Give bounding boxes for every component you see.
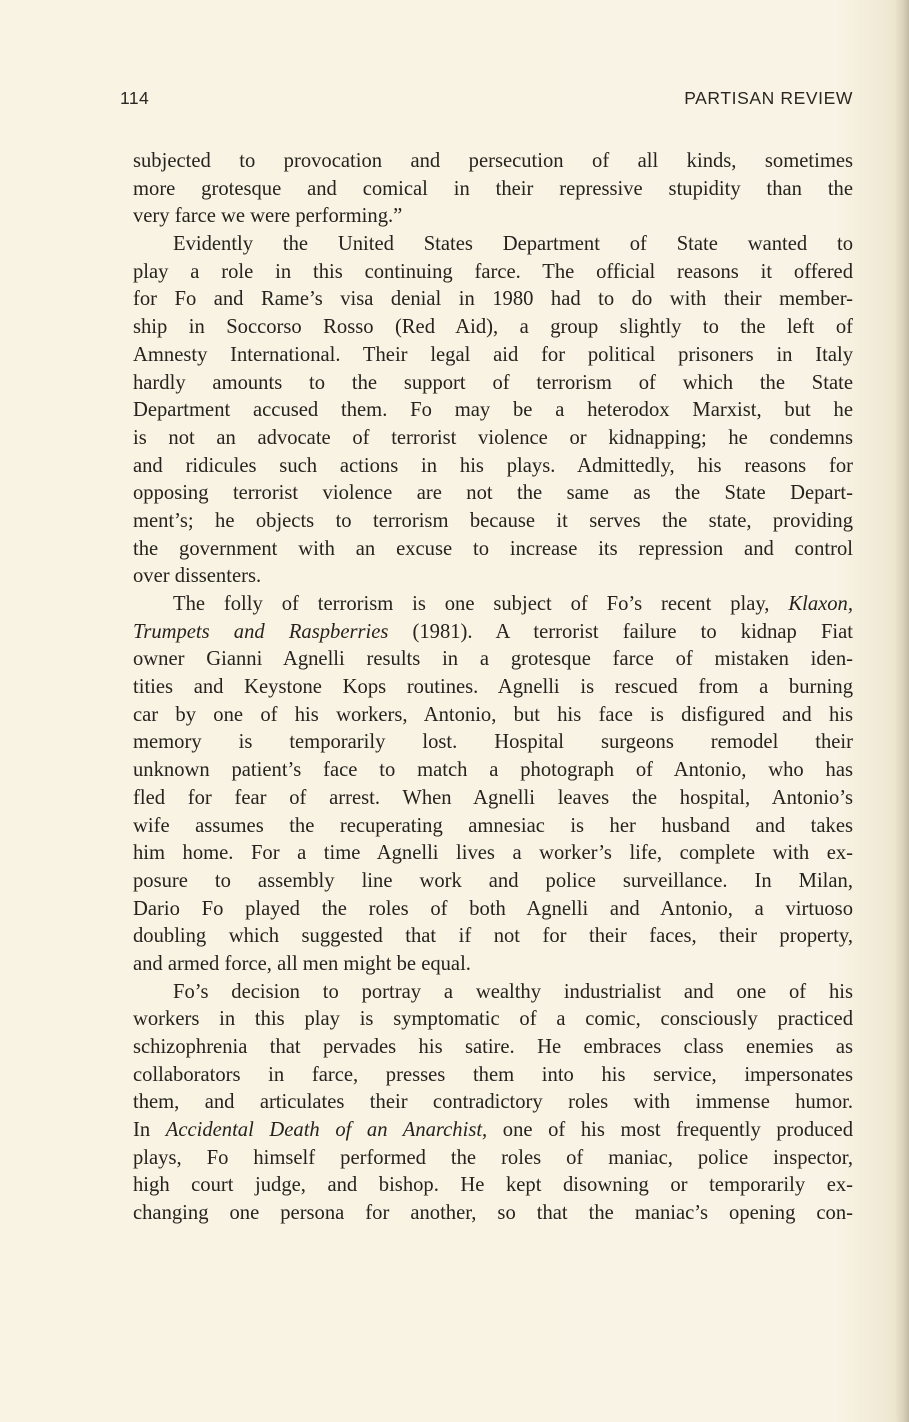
- italic-title-text: Klaxon,: [788, 593, 853, 615]
- text-line: [133, 259, 853, 287]
- text-line: [133, 425, 853, 453]
- text-line: [133, 591, 853, 619]
- text-segment: hardly amounts to the support of terrorism of which the State: [133, 371, 853, 394]
- text-segment: plays, Fo himself performed the roles of maniac, police inspector,: [133, 1146, 853, 1169]
- text-segment: wife assumes the recuperating amnesiac is her husband and takes: [133, 814, 853, 837]
- text-segment: unknown patient’s face to match a photograph of Antonio, who has: [133, 759, 853, 782]
- text-line: [133, 951, 853, 979]
- text-segment: memory is temporarily lost. Hospital surgeons remodel their: [133, 731, 853, 754]
- text-line: [133, 729, 853, 757]
- text-segment: over dissenters.: [133, 565, 262, 588]
- text-segment: owner Gianni Agnelli results in a grotesque farce of mistaken iden-: [133, 648, 853, 671]
- text-segment: and ridicules such actions in his plays. Admittedly, his reasons for: [133, 454, 853, 477]
- text-segment: The folly of terrorism is one subject of Fo’s recent play,: [173, 593, 789, 615]
- text-line: [133, 397, 853, 425]
- text-segment: for Fo and Rame’s visa denial in 1980 had to do with their member-: [133, 288, 853, 311]
- text-line: [133, 370, 853, 398]
- text-segment: car by one of his workers, Antonio, but his face is disfigured and his: [133, 703, 853, 726]
- text-line: [133, 480, 853, 508]
- text-line: [133, 1200, 853, 1228]
- text-line: [133, 979, 853, 1007]
- text-line: [133, 342, 853, 370]
- text-line: [133, 923, 853, 951]
- text-segment: one of his most frequently produced: [487, 1119, 853, 1142]
- text-line: [133, 1034, 853, 1062]
- text-segment: Evidently the United States Department of State wanted to: [173, 233, 853, 256]
- text-segment: more grotesque and comical in their repressive stupidity than the: [133, 177, 853, 200]
- journal-title: PARTISAN REVIEW: [684, 88, 853, 108]
- text-line: [133, 1145, 853, 1173]
- text-segment: subjected to provocation and persecution of all kinds, sometimes: [133, 150, 853, 172]
- text-segment: In: [133, 1119, 166, 1142]
- text-line: [133, 785, 853, 813]
- text-line: [133, 148, 853, 176]
- text-line: [133, 896, 853, 924]
- text-line: [133, 563, 853, 591]
- text-segment: doubling which suggested that if not for their faces, their property,: [133, 925, 853, 948]
- text-line: [133, 1117, 853, 1145]
- running-head: [120, 88, 853, 112]
- text-segment: tities and Keystone Kops routines. Agnelli is rescued from a burning: [133, 676, 853, 699]
- text-segment: posure to assembly line work and police surveillance. In Milan,: [133, 869, 853, 892]
- text-segment: (1981). A terrorist failure to kidnap Fiat: [388, 620, 853, 643]
- text-segment: high court judge, and bishop. He kept disowning or temporarily ex-: [133, 1174, 853, 1197]
- text-segment: Fo’s decision to portray a wealthy industrialist and one of his: [173, 980, 853, 1003]
- text-segment: workers in this play is symptomatic of a comic, consciously practiced: [133, 1008, 853, 1031]
- text-segment: Department accused them. Fo may be a heterodox Marxist, but he: [133, 399, 853, 422]
- text-segment: and armed force, all men might be equal.: [133, 952, 471, 975]
- text-line: [133, 757, 853, 785]
- italic-title-text: Accidental Death of an Anarchist,: [165, 1119, 488, 1142]
- text-line: [133, 1089, 853, 1117]
- body-text: [133, 148, 853, 1228]
- text-segment: changing one persona for another, so that the maniac’s opening con-: [133, 1202, 853, 1225]
- text-segment: ment’s; he objects to terrorism because it serves the state, providing: [133, 509, 853, 532]
- text-line: [133, 536, 853, 564]
- text-line: [133, 813, 853, 841]
- italic-title-text: Trumpets and Raspberries: [133, 620, 389, 643]
- text-segment: is not an advocate of terrorist violence or kidnapping; he condemns: [133, 426, 853, 449]
- text-line: [133, 840, 853, 868]
- text-segment: very farce we were performing.”: [133, 205, 403, 228]
- text-line: [133, 1062, 853, 1090]
- text-line: [133, 508, 853, 536]
- text-line: [133, 231, 853, 259]
- text-line: [133, 1172, 853, 1200]
- text-segment: fled for fear of arrest. When Agnelli leaves the hospital, Antonio’s: [133, 786, 853, 809]
- text-segment: Dario Fo played the roles of both Agnelli and Antonio, a virtuoso: [133, 897, 853, 920]
- text-line: [133, 868, 853, 896]
- page-edge-shadow: [895, 0, 909, 1422]
- text-line: [133, 314, 853, 342]
- text-line: [133, 674, 853, 702]
- text-line: [133, 286, 853, 314]
- text-segment: play a role in this continuing farce. The official reasons it offered: [133, 260, 853, 283]
- text-line: [133, 203, 853, 231]
- text-segment: the government with an excuse to increase its repression and control: [133, 537, 853, 560]
- text-segment: schizophrenia that pervades his satire. He embraces class enemies as: [133, 1036, 853, 1058]
- text-segment: them, and articulates their contradictory roles with immense humor.: [133, 1091, 853, 1114]
- text-line: [133, 1006, 853, 1034]
- page-number: 114: [120, 88, 150, 108]
- text-line: [133, 453, 853, 481]
- text-segment: collaborators in farce, presses them into his service, impersonates: [133, 1063, 853, 1086]
- text-line: [133, 646, 853, 674]
- text-segment: him home. For a time Agnelli lives a worker’s life, complete with ex-: [133, 842, 853, 865]
- text-line: [133, 619, 853, 647]
- text-segment: ship in Soccorso Rosso (Red Aid), a group slightly to the left of: [133, 316, 853, 339]
- text-line: [133, 702, 853, 730]
- text-segment: Amnesty International. Their legal aid for political prisoners in Italy: [133, 343, 853, 366]
- text-segment: opposing terrorist violence are not the same as the State Depart-: [133, 482, 853, 505]
- text-line: [133, 176, 853, 204]
